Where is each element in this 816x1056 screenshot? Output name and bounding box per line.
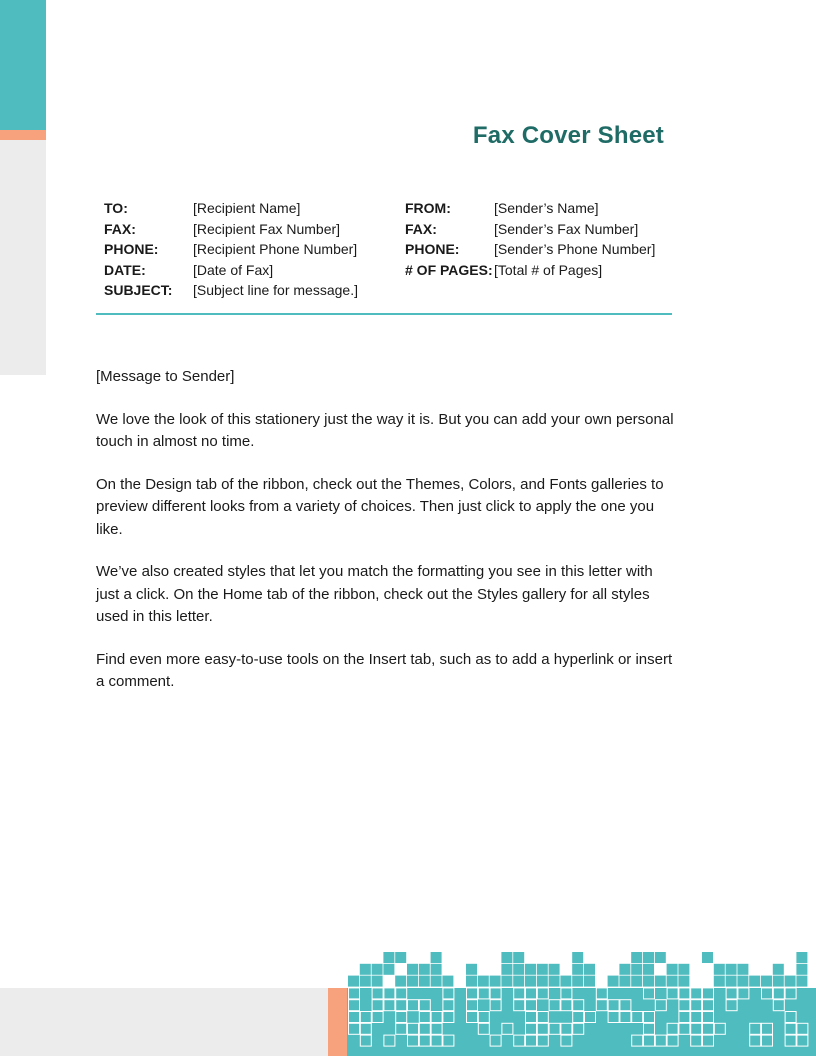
pixel-square — [655, 952, 666, 963]
pixel-square — [383, 952, 394, 963]
pixel-square — [749, 976, 760, 987]
message-body[interactable] — [96, 366, 676, 714]
pixel-square — [537, 964, 548, 975]
recipient-subject-value[interactable]: [Subject line for message.] — [193, 282, 358, 298]
sender-pages-label: # OF PAGES: — [405, 261, 493, 278]
recipient-fax-row — [104, 219, 358, 240]
sender-from-row — [405, 198, 655, 219]
pixel-square — [407, 964, 418, 975]
header-divider — [96, 313, 672, 315]
pixel-square — [407, 976, 418, 987]
pixel-square — [714, 976, 725, 987]
sender-pages-value[interactable]: [Total # of Pages] — [494, 261, 603, 278]
pixel-square — [501, 964, 512, 975]
pixel-square — [537, 976, 548, 987]
pixel-square — [383, 964, 394, 975]
pixel-square — [513, 976, 524, 987]
pixel-square — [395, 976, 406, 987]
recipient-fax-label: FAX: — [104, 220, 136, 237]
sender-phone-row — [405, 239, 655, 260]
pixel-square — [726, 976, 737, 987]
pixel-square — [655, 976, 666, 987]
recipient-to-row — [104, 198, 358, 219]
pixel-square — [572, 964, 583, 975]
recipient-date-row — [104, 260, 358, 281]
left-gray-band — [0, 140, 46, 375]
message-paragraph-1[interactable]: We love the look of this stationery just the way it is. But you can add your own personal touch in almost no time. — [96, 410, 674, 450]
pixel-square — [442, 976, 453, 987]
sender-fax-label: FAX: — [405, 220, 437, 237]
recipient-phone-row — [104, 239, 358, 260]
pixel-square — [773, 976, 784, 987]
message-paragraph-4[interactable]: Find even more easy-to-use tools on the Insert tab, such as to add a hyperlink or insert a comment. — [96, 650, 673, 690]
pixel-square — [466, 964, 477, 975]
pixel-square — [785, 976, 796, 987]
pixel-square — [466, 976, 477, 987]
sender-from-value[interactable]: [Sender’s Name] — [494, 200, 599, 216]
pixel-square — [667, 976, 678, 987]
pixel-square — [737, 964, 748, 975]
pixel-square — [726, 964, 737, 975]
pixel-square — [796, 976, 807, 987]
pixel-square — [796, 952, 807, 963]
pixel-square — [395, 952, 406, 963]
pixel-square — [348, 976, 359, 987]
pixel-square — [419, 976, 430, 987]
pixel-square — [501, 976, 512, 987]
pixel-square — [643, 964, 654, 975]
bottom-gray-band — [0, 988, 328, 1056]
pixel-square — [678, 964, 689, 975]
pixel-square — [419, 964, 430, 975]
pixel-square — [643, 976, 654, 987]
pixel-square — [513, 952, 524, 963]
pixel-square — [501, 952, 512, 963]
pixel-square — [631, 964, 642, 975]
pixel-square — [431, 952, 442, 963]
pixel-square — [525, 964, 536, 975]
pixel-square — [572, 952, 583, 963]
pixel-square — [513, 964, 524, 975]
pixel-square — [619, 964, 630, 975]
recipient-phone-label: PHONE: — [104, 241, 159, 257]
pixel-square — [572, 976, 583, 987]
bottom-teal-band — [347, 988, 816, 1056]
pixel-square — [431, 964, 442, 975]
sender-phone-label: PHONE: — [405, 241, 460, 257]
message-paragraph-3[interactable]: We’ve also created styles that let you match the formatting you see in this letter with just a click. On the Home tab of the ribbon, check out the Styles gallery for all styles used in this letter. — [96, 563, 653, 625]
recipient-to-label: TO: — [104, 200, 128, 216]
pixel-square — [360, 964, 371, 975]
sender-from-label: FROM: — [405, 200, 451, 216]
pixel-square — [478, 976, 489, 987]
pixel-square — [584, 976, 595, 987]
pixel-square — [619, 976, 630, 987]
pixel-square — [584, 964, 595, 975]
recipient-subject-row — [104, 280, 358, 301]
recipient-to-value[interactable]: [Recipient Name] — [193, 200, 301, 216]
pixel-square — [431, 976, 442, 987]
page-title: Fax Cover Sheet — [472, 122, 664, 149]
pixel-square — [372, 976, 383, 987]
pixel-square — [678, 976, 689, 987]
pixel-square — [667, 964, 678, 975]
pixel-square — [608, 976, 619, 987]
pixel-square — [702, 952, 713, 963]
pixel-square — [773, 964, 784, 975]
pixel-square — [549, 976, 560, 987]
pixel-square — [796, 964, 807, 975]
recipient-phone-value[interactable]: [Recipient Phone Number] — [193, 241, 358, 257]
recipient-fax-value[interactable]: [Recipient Fax Number] — [193, 220, 341, 237]
pixel-square — [372, 964, 383, 975]
sender-fax-row — [405, 219, 655, 240]
left-teal-band — [0, 0, 46, 130]
recipient-date-label: DATE: — [104, 261, 146, 278]
pixel-square — [549, 964, 560, 975]
pixel-square — [643, 952, 654, 963]
pixel-square — [631, 976, 642, 987]
pixel-square — [631, 952, 642, 963]
message-heading[interactable]: [Message to Sender] — [96, 368, 235, 385]
pixel-square — [490, 976, 501, 987]
pixel-square — [560, 976, 571, 987]
pixel-square — [360, 976, 371, 987]
recipient-info — [104, 198, 358, 301]
sender-pages-row — [405, 260, 655, 281]
message-paragraph-2[interactable]: On the Design tab of the ribbon, check out the Themes, Colors, and Fonts galleries to preview different looks from a variety of choices. Then just click to apply the one you like. — [96, 475, 664, 538]
pixel-square — [525, 976, 536, 987]
recipient-date-value[interactable]: [Date of Fax] — [193, 261, 274, 278]
sender-info — [405, 198, 655, 280]
left-orange-stripe — [0, 130, 46, 140]
recipient-subject-label: SUBJECT: — [104, 282, 173, 298]
pixel-square — [714, 964, 725, 975]
pixel-square — [737, 976, 748, 987]
bottom-orange-stripe — [328, 988, 347, 1056]
sender-phone-value[interactable]: [Sender’s Phone Number] — [494, 241, 656, 257]
sender-fax-value[interactable]: [Sender’s Fax Number] — [494, 220, 639, 237]
pixel-square — [761, 976, 772, 987]
